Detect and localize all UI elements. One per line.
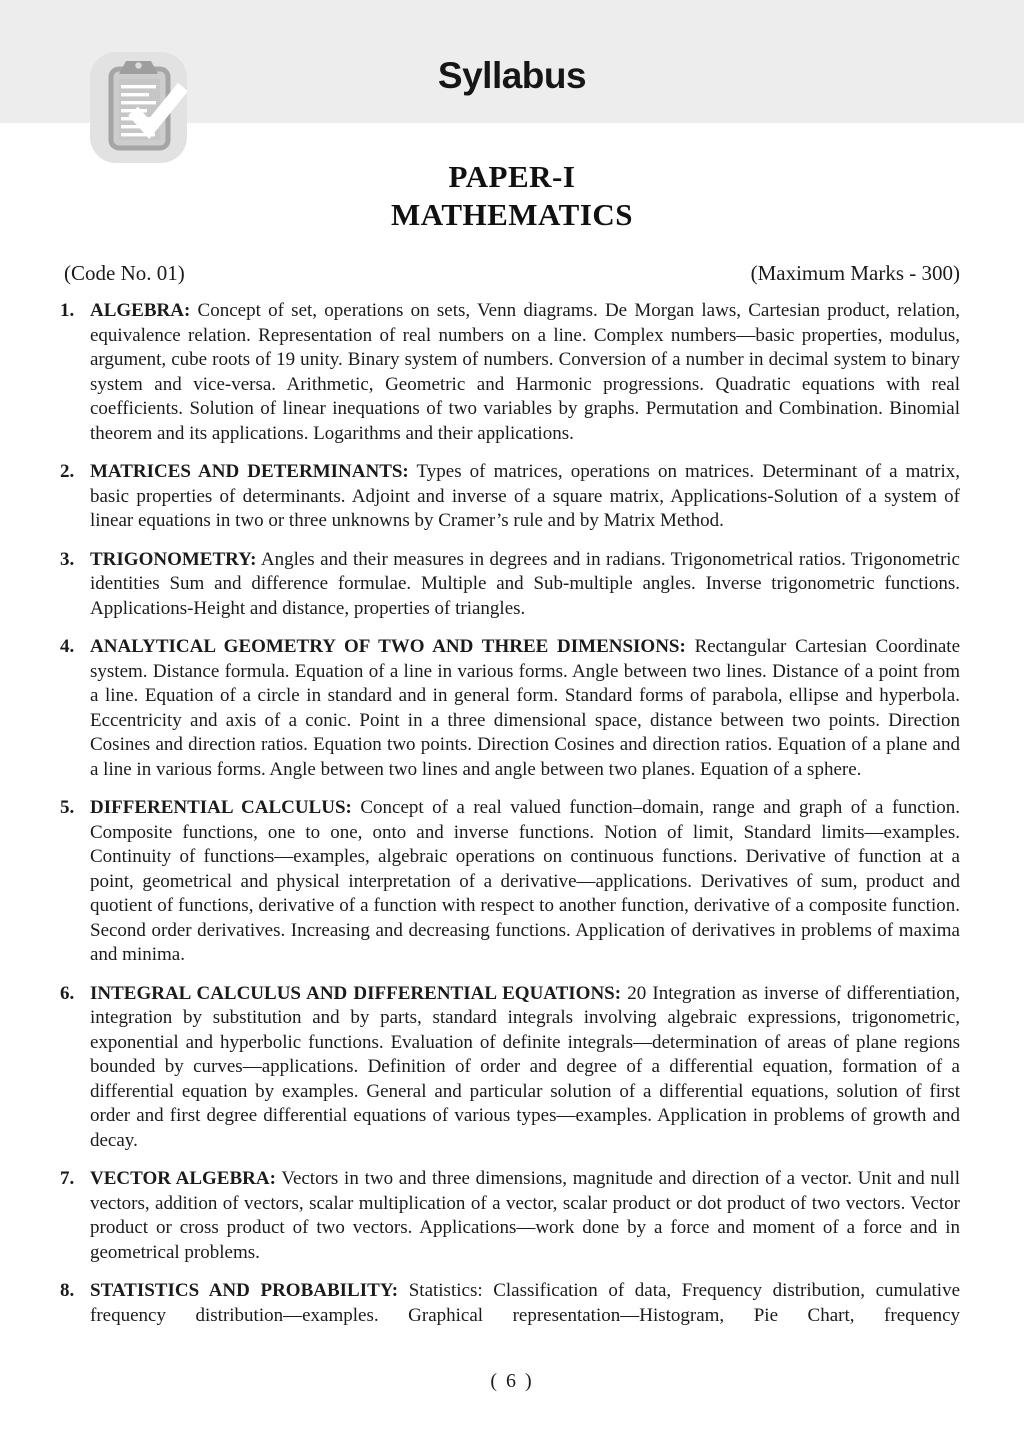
clipboard-check-icon (90, 52, 187, 163)
item-body: Concept of set, operations on sets, Venn diagrams. De Morgan laws, Cartesian product, relation, equivalence relation. Representation of real numbers on a line. Complex numbers—basic properties, modulus, argument, cube roots of 19 unity. Binary system of numbers. Conversion of a number in decimal system to binary system and vice-versa. Arithmetic, Geometric and Harmonic progressions. Quadratic equations with real coefficients. Solution of linear inequations of two variables by graphs. Permutation and Combination. Binomial theorem and its applications. Logarithms and their applications. (90, 300, 961, 444)
syllabus-item (60, 635, 960, 782)
item-number: 5. (60, 797, 75, 818)
item-number: 2. (60, 461, 75, 482)
item-title: ALGEBRA: (90, 300, 191, 321)
item-title: VECTOR ALGEBRA: (90, 1168, 276, 1189)
item-text (90, 982, 960, 1154)
item-title: STATISTICS AND PROBABILITY: (90, 1280, 399, 1301)
item-text (90, 796, 960, 968)
item-title: ANALYTICAL GEOMETRY OF TWO AND THREE DIMENSIONS: (90, 636, 686, 657)
maximum-marks: (Maximum Marks - 300) (750, 261, 960, 285)
syllabus-item (60, 796, 960, 968)
page-footer (0, 1370, 1024, 1393)
code-number: (Code No. 01) (64, 261, 185, 285)
banner-title: Syllabus (437, 55, 587, 96)
item-text (90, 299, 960, 446)
item-number: 7. (60, 1168, 75, 1189)
syllabus-item (60, 1167, 960, 1265)
item-body: Types of matrices, operations on matrices. Determinant of a matrix, basic properties of determinants. Adjoint and inverse of a square matrix, Applications-Solution of a system of linear equations in two or three unknowns by Cramer’s rule and by Matrix Method. (90, 461, 960, 531)
item-body: Rectangular Cartesian Coordinate system. Distance formula. Equation of a line in various forms. Angle between two lines. Distance of a point from a line. Equation of a circle in standard and in general form. Standard forms of parabola, ellipse and hyperbola. Eccentricity and axis of a conic. Point in a three dimensional space, distance between two points. Direction Cosines and direction ratios. Equation two points. Direction Cosines and direction ratios. Equation of a plane and a line in various forms. Angle between two lines and angle between two planes. Equation of a sphere. (90, 636, 961, 780)
syllabus-item (60, 460, 960, 534)
item-body: Vectors in two and three dimensions, magnitude and direction of a vector. Unit and null vectors, addition of vectors, scalar multiplication of a vector, scalar product or dot product of two vectors. Vector product or cross product of two vectors. Applications—work done by a force and moment of a force and in geometrical problems. (90, 1168, 960, 1263)
paper-title-block (0, 158, 1024, 234)
item-text (90, 1167, 960, 1265)
item-number: 4. (60, 636, 75, 657)
item-text (90, 635, 960, 782)
item-body: Statistics: Classification of data, Frequency distribution, cumulative frequency distribution—examples. Graphical representation—Histogram, Pie Chart, frequency (90, 1280, 960, 1326)
item-title: MATRICES AND DETERMINANTS: (90, 461, 409, 482)
item-body: 20 Integration as inverse of differentiation, integration by substitution and by parts, standard integrals involving algebraic expressions, trigonometric, exponential and hyperbolic functions. Evaluation of definite integrals—determination of areas of plane regions bounded by curves—applications. Definition of order and degree of a differential equation, formation of a differential equation by examples. General and particular solution of a differential equations, solution of first order and first degree differential equations of various types—examples. Application in problems of growth and decay. (90, 982, 960, 1151)
item-text (90, 1279, 960, 1328)
syllabus-list (60, 299, 960, 1342)
page-number: ( 6 ) (490, 1370, 534, 1392)
item-title: DIFFERENTIAL CALCULUS: (90, 797, 352, 818)
item-number: 1. (60, 300, 75, 321)
syllabus-item (60, 548, 960, 622)
item-text (90, 460, 960, 534)
item-title: TRIGONOMETRY: (90, 548, 257, 570)
meta-row (64, 261, 960, 286)
syllabus-item (60, 1279, 960, 1328)
item-number: 3. (60, 548, 75, 570)
syllabus-item (60, 982, 960, 1154)
paper-subject: MATHEMATICS (390, 197, 634, 232)
item-body: Concept of a real valued function–domain, range and graph of a function. Composite functions, one to one, onto and inverse functions. Notion of limit, Standard limits—examples. Continuity of functions—examples, algebraic operations on continuous functions. Derivative of function at a point, geometrical and physical interpretation of a derivative—applications. Derivatives of sum, product and quotient of functions, derivative of a function with respect to another function, derivative of a composite function. Second order derivatives. Increasing and decreasing functions. Application of derivatives in problems of maxima and minima. (90, 797, 961, 965)
paper-number: PAPER-I (448, 159, 576, 194)
syllabus-item (60, 299, 960, 446)
item-number: 8. (60, 1280, 75, 1301)
item-number: 6. (60, 982, 75, 1004)
item-text (90, 548, 960, 622)
item-body: Angles and their measures in degrees and in radians. Trigonometrical ratios. Trigonometric identities Sum and difference formulae. Multiple and Sub-multiple angles. Inverse trigonometric functions. Applications-Height and distance, properties of triangles. (90, 548, 960, 619)
item-title: INTEGRAL CALCULUS AND DIFFERENTIAL EQUATIONS: (90, 982, 622, 1004)
